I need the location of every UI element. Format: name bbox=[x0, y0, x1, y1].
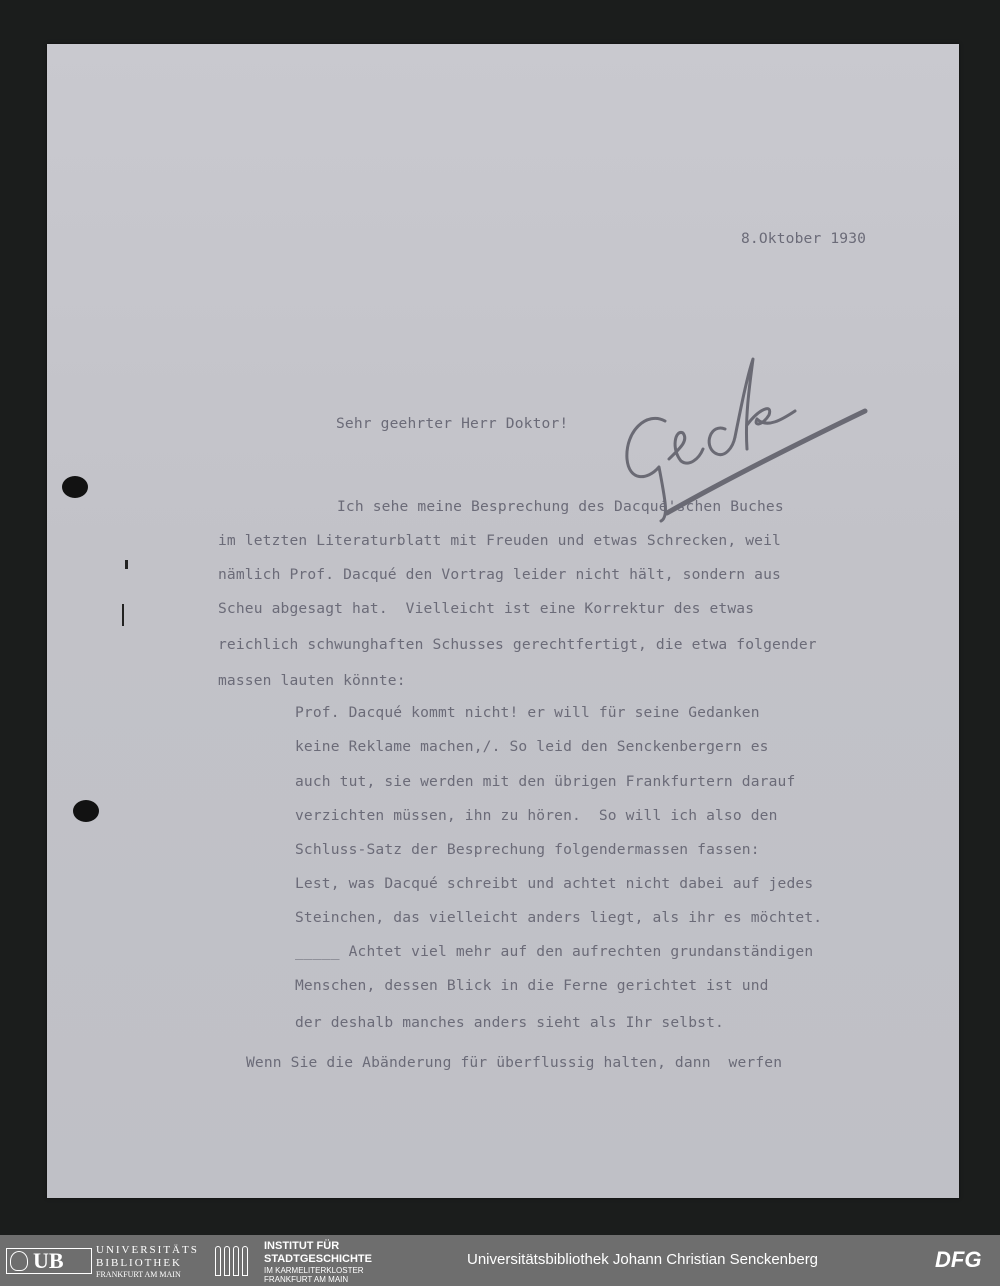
quote-line2: keine Reklame machen,/. So leid den Senckenbergern es bbox=[295, 738, 769, 755]
quote-line6: Lest, was Dacqué schreibt und achtet nicht dabei auf jedes bbox=[295, 875, 814, 892]
quote-line8: _____ Achtet viel mehr auf den aufrechten grundanständigen bbox=[295, 943, 814, 960]
quote-line4: verzichten müssen, ihn zu hören. So will ich also den bbox=[295, 807, 778, 824]
ub-logo-text: UB bbox=[33, 1248, 64, 1273]
paragraph1-line1: Ich sehe meine Besprechung des Dacqué'schen Buches bbox=[337, 498, 784, 515]
paragraph1-line2: im letzten Literaturblatt mit Freuden und etwas Schrecken, weil bbox=[218, 532, 781, 549]
isg-line2: STADTGESCHICHTE bbox=[264, 1253, 372, 1265]
quote-line1: Prof. Dacqué kommt nicht! er will für seine Gedanken bbox=[295, 704, 760, 721]
ub-line3: FRANKFURT AM MAIN bbox=[96, 1270, 181, 1279]
footer-center-text: Universitätsbibliothek Johann Christian Senckenberg bbox=[467, 1251, 819, 1268]
isg-line4: FRANKFURT AM MAIN bbox=[264, 1275, 349, 1284]
isg-line3: IM KARMELITERKLOSTER bbox=[264, 1266, 364, 1275]
ub-line2: BIBLIOTHEK bbox=[96, 1257, 182, 1269]
quote-line5: Schluss-Satz der Besprechung folgendermassen fassen: bbox=[295, 841, 760, 858]
ub-crest-icon bbox=[10, 1251, 28, 1271]
quote-line10: der deshalb manches anders sieht als Ihr selbst. bbox=[295, 1014, 724, 1031]
paragraph1-line4: Scheu abgesagt hat. Vielleicht ist eine Korrektur des etwas bbox=[218, 600, 755, 617]
letter-date: 8.Oktober 1930 bbox=[741, 230, 867, 247]
paragraph1-line6: massen lauten könnte: bbox=[218, 672, 406, 689]
quote-line7: Steinchen, das vielleicht anders liegt, als ihr es möchtet. bbox=[295, 909, 823, 926]
ub-line1: UNIVERSITÄTS bbox=[96, 1244, 199, 1256]
quote-line9: Menschen, dessen Blick in die Ferne gerichtet ist und bbox=[295, 977, 769, 994]
ub-logo bbox=[6, 1248, 92, 1274]
margin-mark-upper bbox=[125, 560, 128, 569]
paragraph1-line5: reichlich schwunghaften Schusses gerechtfertigt, die etwa folgender bbox=[218, 636, 817, 653]
isg-logo-icon bbox=[215, 1246, 255, 1276]
quote-line3: auch tut, sie werden mit den übrigen Frankfurtern darauf bbox=[295, 773, 796, 790]
footer-bar bbox=[0, 1235, 1000, 1286]
letter-sheet bbox=[47, 44, 959, 1198]
salutation: Sehr geehrter Herr Doktor! bbox=[336, 415, 569, 432]
paragraph1-line3: nämlich Prof. Dacqué den Vortrag leider nicht hält, sondern aus bbox=[218, 566, 781, 583]
isg-line1: INSTITUT FÜR bbox=[264, 1240, 340, 1252]
margin-mark-lower bbox=[122, 604, 124, 626]
punch-hole-top bbox=[62, 476, 88, 498]
closing-line: Wenn Sie die Abänderung für überflussig halten, dann werfen bbox=[246, 1054, 783, 1071]
dfg-logo: DFG bbox=[935, 1247, 982, 1272]
punch-hole-bottom bbox=[73, 800, 99, 822]
